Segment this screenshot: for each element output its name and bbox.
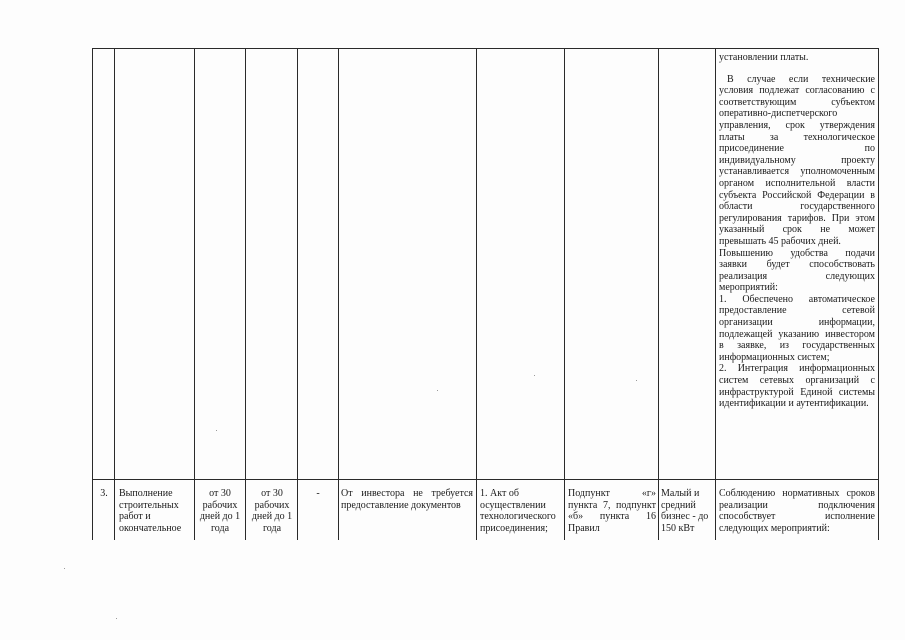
row3-stage: Выполнение строительных работ и окончательное [119, 488, 182, 534]
row3-term-2: от 30 рабочих дней до 1 года [251, 488, 293, 534]
col-divider-3 [245, 48, 246, 540]
col-divider-7 [564, 48, 565, 540]
row3-result: 1. Акт об осуществлении технологического присоединения; [480, 488, 556, 534]
table-border-left [92, 48, 93, 540]
scan-speck [636, 380, 637, 381]
col-divider-2 [194, 48, 195, 540]
scan-speck [116, 618, 117, 619]
row3-documents: От инвестора не требуется предоставление документов [341, 488, 473, 511]
scan-speck [64, 568, 65, 569]
row3-norms: Подпункт «г» пункта 7, подпункт «б» пункта 16 Правил [568, 488, 656, 534]
top-paragraph-2: В случае если технические условия подлежат согласованию с соответствующим субъектом оперативно-диспетчерского управления, срок утверждения платы за технологическое присоединение по индивидуальному проекту устанавливается уполномоченным органом исполнительной власти субъекта Российской Федерации в области государственного регулирования тарифов. При этом указанный срок не может превышать 45 рабочих дней. [719, 73, 875, 247]
col-divider-6 [476, 48, 477, 540]
row3-number: 3. [100, 488, 108, 499]
top-row-measures-cell [719, 52, 875, 410]
scan-speck [534, 375, 535, 376]
col-divider-5 [338, 48, 339, 540]
top-paragraph-3: Повышению удобства подачи заявки будет способствовать реализация следующих мероприятий: [719, 247, 875, 294]
table-border-top [92, 48, 879, 49]
row3-term-1: от 30 рабочих дней до 1 года [199, 488, 241, 534]
scan-speck [216, 430, 217, 431]
row3-category: Малый и средний бизнес - до 150 кВт [661, 488, 709, 534]
col-divider-8 [658, 48, 659, 540]
top-paragraph-5: 2. Интеграция информационных систем сетевых организаций с инфраструктурой Единой системы идентификации и аутентификации. [719, 363, 875, 410]
scan-speck [437, 390, 438, 391]
top-paragraph-4: 1. Обеспечено автоматическое предоставление сетевой организации информации, подлежащей указанию инвестором в заявке, из государственных информационных систем; [719, 293, 875, 363]
col-divider-4 [297, 48, 298, 540]
table-border-right [878, 48, 879, 540]
top-paragraph-1: установлении платы. [719, 52, 809, 63]
col-divider-9 [715, 48, 716, 540]
col-divider-1 [114, 48, 115, 540]
row3-dash: - [316, 488, 320, 499]
row3-measures: Соблюдению нормативных сроков реализации подключения способствует исполнение следующих мероприятий: [719, 488, 875, 534]
row-divider [92, 479, 879, 480]
